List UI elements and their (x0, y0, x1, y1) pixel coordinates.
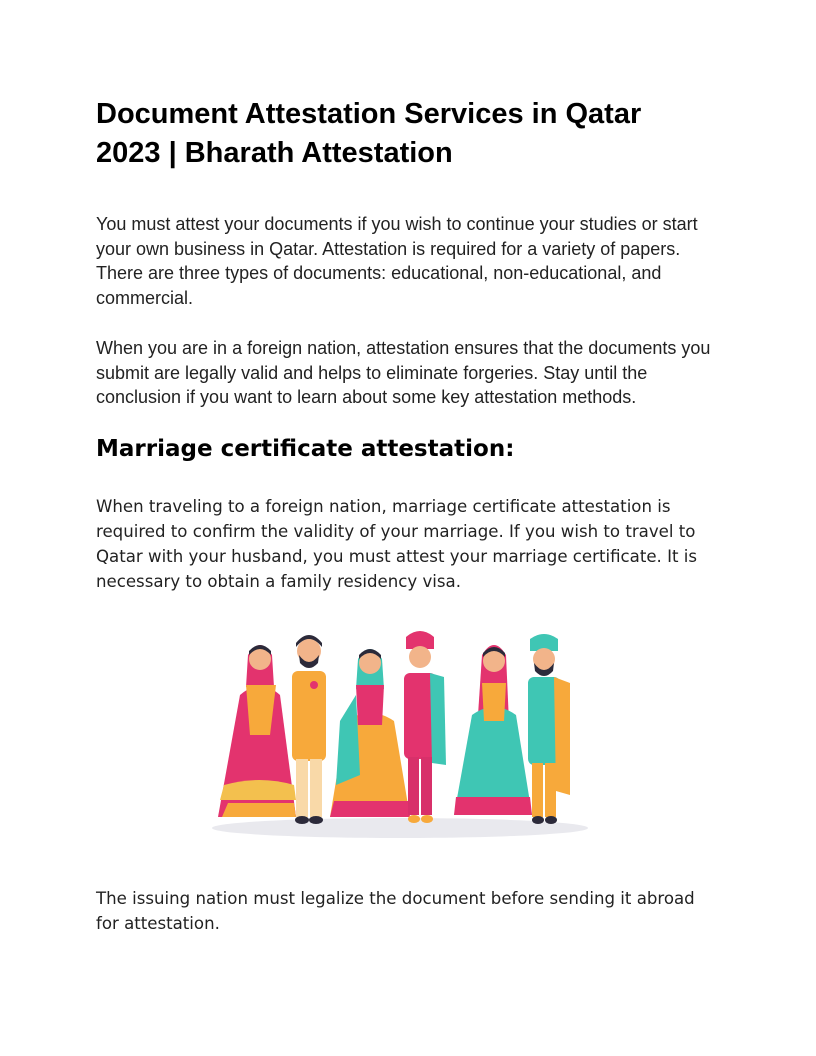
bride-2 (330, 649, 410, 817)
wedding-couples-illustration (210, 625, 590, 845)
page-title: Document Attestation Services in Qatar 2023 | Bharath Attestation (96, 98, 642, 169)
groom-1 (292, 635, 326, 824)
groom-3 (528, 634, 570, 824)
marriage-paragraph: When traveling to a foreign nation, marriage certificate attestation is required to confirm the validity of your marriage. If you wish to travel to Qatar with your husband, you must attest your marriage certificate. It is necessary to obtain a family residency visa. (96, 497, 698, 591)
groom-2 (404, 631, 446, 823)
intro-paragraph: You must attest your documents if you wish to continue your studies or start your own business in Qatar. Attestation is required for a variety of papers. There are three types of documents: educational, non-educational, and commercial. (96, 214, 698, 309)
bride-1 (218, 645, 296, 817)
foreign-paragraph: When you are in a foreign nation, attestation ensures that the documents you submit are legally valid and helps to eliminate forgeries. Stay until the conclusion if you want to learn about some key attestation methods. (96, 338, 711, 408)
issuing-paragraph: The issuing nation must legalize the document before sending it abroad for attestation. (96, 889, 695, 933)
bride-3 (454, 645, 532, 815)
section-heading: Marriage certificate attestation: (96, 436, 515, 462)
